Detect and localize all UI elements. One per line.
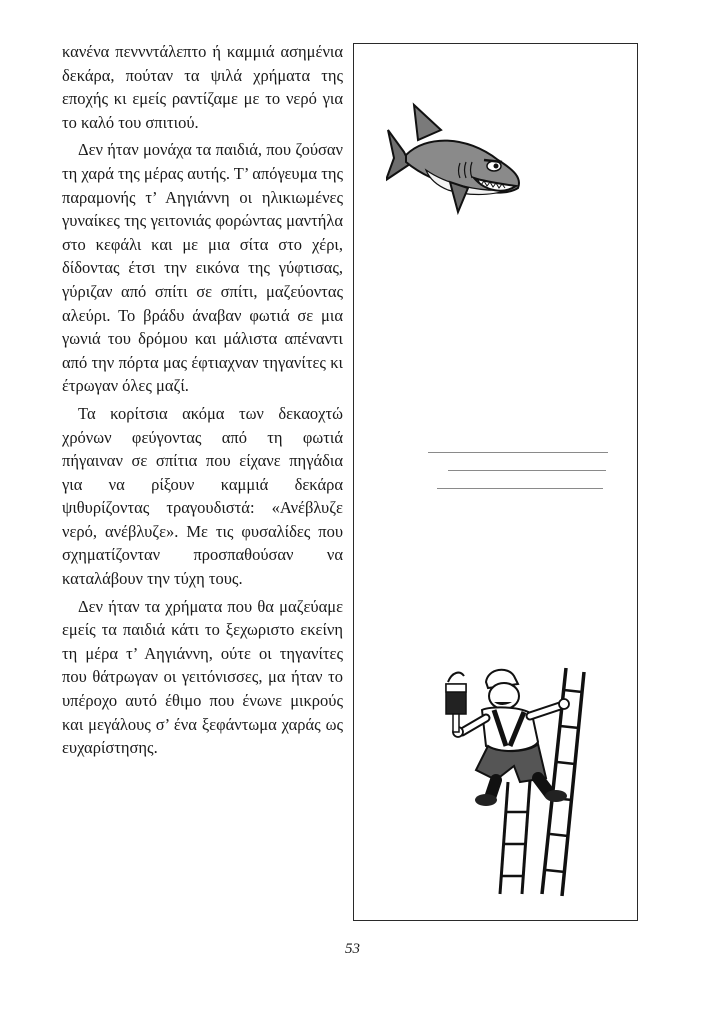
paragraph-3: Τα κορίτσια ακόμα των δεκαοχτώ χρόνων φεύγοντας από τη φωτιά πήγαιναν σε σπίτια που είχανε πηγάδια για να ρίξουν καμμιά δεκάρα ψιθυρίζοντας τραγουδιστά: «Ανέβλυζε νερό, ανέβλυζε». Με τις φυσαλίδες που σχηματίζονταν προσπαθούσαν να καταλάβουν την τύχη τους.: [62, 403, 343, 589]
paragraph-4: Δεν ήταν τα χρήματα που θα μαζεύαμε εμείς τα παιδιά κάτι το ξεχωριστο εκείνη τη μέρα τ’ Αηγιάννη, ούτε οι τηγανίτες που θάτρωγαν οι γειτόνισσες, μα ήταν το υπέροχο αυτό έθιμο που ένωνε μικρούς και μεγάλους σ’ ένα ξεφάντωμα χαράς ως ευχαρίστησης.: [62, 596, 343, 758]
body-text: [62, 40, 343, 760]
paragraph-1: κανένα πεννντάλεπτο ή καμμιά ασημένια δεκάρα, πούταν τα ψιλά χρήματα της εποχής κι εμείς ραντίζαμε με το νερό για το καλό του σπιτιού.: [62, 42, 343, 132]
page-number: 53: [345, 941, 360, 957]
paragraph-2: Δεν ήταν μονάχα τα παιδιά, που ζούσαν τη χαρά της μέρας αυτής. Τ’ απόγευμα της παραμονής τ’ Αηγιάννη οι ηλικιωμένες γυναίκες της γειτονιάς φορώντας μαντήλα στο κεφάλι και με μια σίτα στο χέρι, δίδοντας έτσι την εικόνα της γύφτισας, γύριζαν από σπίτι σε σπίτι, μαζεύοντας αλεύρι. Το βράδυ άναβαν φωτιά σε μια γωνιά του δρόμου και μάλιστα απέναντι από την πόρτα μας έφτιαχναν τηγανίτες κι έτρωγαν όλες μαζί.: [62, 140, 343, 396]
painter-on-ladder-illustration: [438, 662, 598, 897]
shark-illustration: [386, 100, 526, 215]
divider-line-3: [437, 488, 603, 489]
divider-line-2: [448, 470, 606, 471]
divider-line-1: [428, 452, 608, 453]
